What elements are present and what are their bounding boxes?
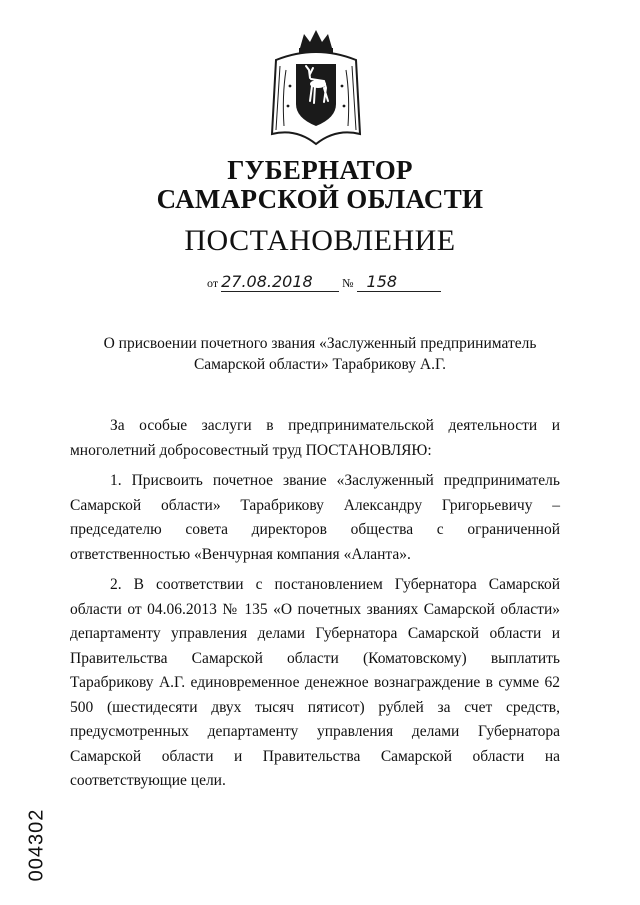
document-type: ПОСТАНОВЛЕНИЕ [184, 224, 456, 257]
preamble-paragraph: За особые заслуги в предпринимательской деятельности и многолетний добросовестный труд ПОСТАНОВЛЯЮ: [70, 417, 560, 459]
document-body [70, 414, 560, 794]
margin-serial-number [22, 800, 52, 890]
issuer-title-line1: ГУБЕРНАТОР [227, 155, 413, 185]
clause-1-paragraph: 1. Присвоить почетное звание «Заслуженный предприниматель Самарской области» Тарабрикову Александру Григорьевичу – председателю совета директоров общества с ограниченной ответственностью «Венчурная компания «Аланта». [70, 472, 560, 563]
coat-of-arms-icon [266, 26, 366, 148]
issuer-title-line2: САМАРСКОЙ ОБЛАСТИ [156, 184, 484, 214]
document-subject [0, 333, 640, 375]
date-number-line [207, 272, 441, 292]
handwritten-date: 27.08.2018 [221, 272, 339, 292]
handwritten-number: 158 [357, 272, 441, 292]
subject-line2: Самарской области» Тарабрикову А.Г. [193, 356, 447, 373]
number-label: № [342, 276, 354, 290]
subject-line1: О присвоении почетного звания «Заслуженный предприниматель [103, 335, 537, 352]
from-label: от [207, 276, 219, 290]
clause-2-paragraph: 2. В соответствии с постановлением Губернатора Самарской области от 04.06.2013 № 135 «О почетных званиях Самарской области» департаменту управления делами Губернатора Самарской области и Правительства Самарской области (Коматовскому) выплатить Тарабрикову А.Г. единовременное денежное вознаграждение в сумме 62 500 (шестидесяти двух тысяч пятисот) рублей за счет средств, предусмотренных департаменту управления делами Губернатора Самарской области и Правительства Самарской области на соответствующие цели. [70, 576, 560, 789]
serial-number-text: 004302 [25, 808, 48, 882]
